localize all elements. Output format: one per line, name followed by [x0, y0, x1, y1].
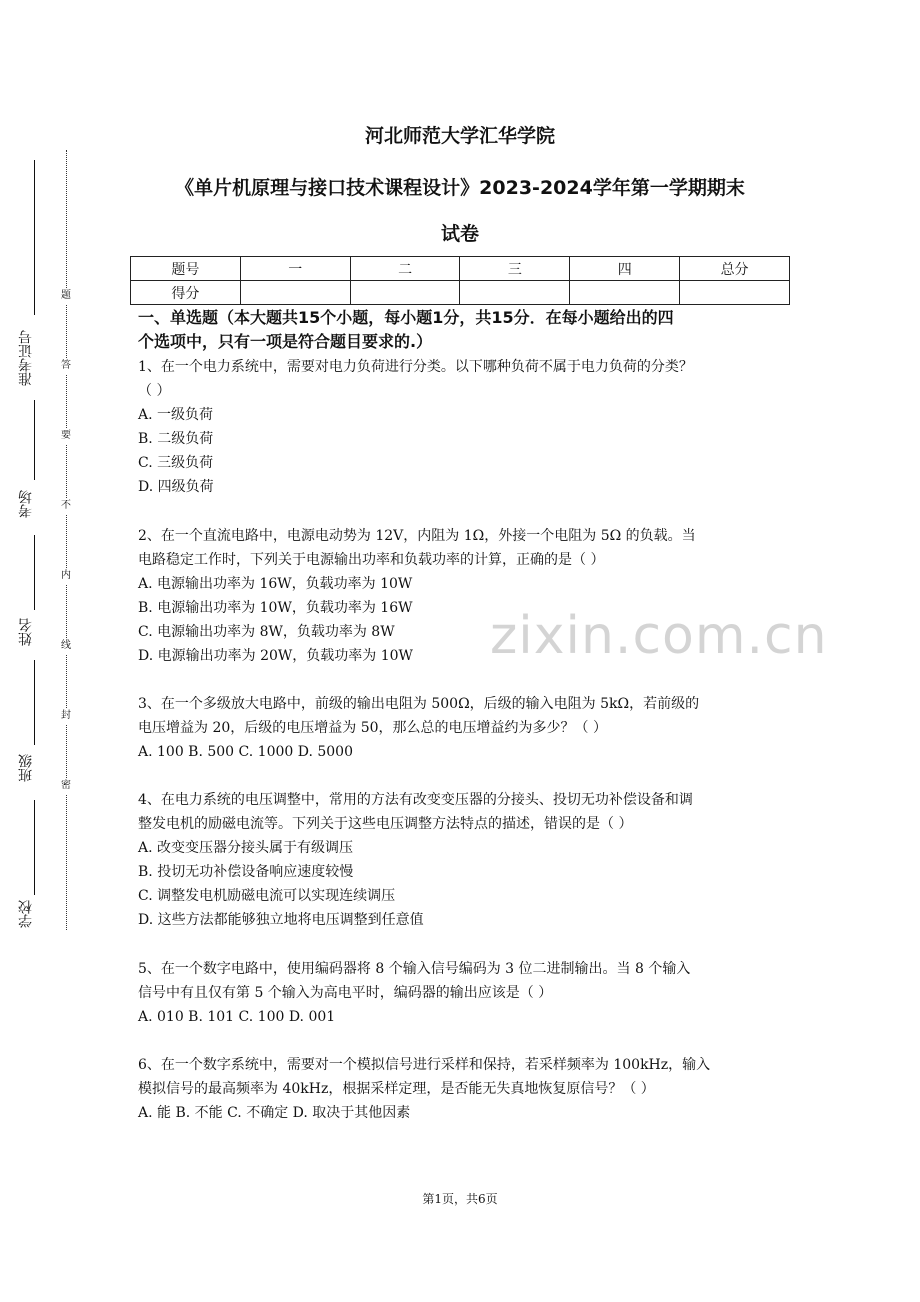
- section-heading: [138, 306, 790, 354]
- option-d: D. 这些方法都能够独立地将电压调整到任意值: [138, 912, 424, 928]
- option-c: C. 调整发电机励磁电流可以实现连续调压: [138, 888, 396, 904]
- question-text: 电压增益为 20，后级的电压增益为 50，那么总的电压增益约为多少？（ ）: [138, 720, 607, 736]
- school-title: 河北师范大学汇华学院: [364, 125, 555, 147]
- options: A. 能 B. 不能 C. 不确定 D. 取决于其他因素: [138, 1105, 411, 1121]
- margin-field-exam-id: 准考证号: [18, 330, 34, 386]
- margin-field-exam-room: 考场: [18, 490, 34, 518]
- option-d: D. 电源输出功率为 20W，负载功率为 10W: [138, 648, 413, 664]
- score-cell: 三: [460, 257, 570, 281]
- score-cell: 题号: [131, 257, 241, 281]
- margin-line: [34, 535, 35, 610]
- margin-field-name: 姓名: [18, 618, 34, 646]
- option-a: A. 一级负荷: [138, 407, 214, 423]
- score-cell: 得分: [131, 281, 241, 305]
- exam-title-continued: 试卷: [440, 223, 479, 245]
- seal-char: 密: [58, 778, 74, 794]
- score-input-cell[interactable]: [350, 281, 460, 305]
- score-table: [130, 256, 790, 305]
- seal-dotted-line: [66, 150, 68, 930]
- option-c: C. 三级负荷: [138, 455, 214, 471]
- section-heading-line: 个选项中，只有一项是符合题目要求的.）: [138, 332, 433, 351]
- option-c: C. 电源输出功率为 8W，负载功率为 8W: [138, 624, 395, 640]
- margin-line: [34, 400, 35, 480]
- option-a: A. 改变变压器分接头属于有级调压: [138, 840, 354, 856]
- seal-char: 不: [58, 498, 74, 514]
- seal-char: 封: [58, 708, 74, 724]
- score-cell: 一: [240, 257, 350, 281]
- question-4: [138, 788, 790, 932]
- question-text: 2、在一个直流电路中，电源电动势为 12V，内阻为 1Ω，外接一个电阻为 5Ω 的负载。当: [138, 528, 696, 544]
- margin-field-class: 班级: [18, 754, 34, 782]
- score-cell: 总分: [680, 257, 790, 281]
- page-footer: 第1页，共6页: [422, 1192, 498, 1206]
- question-text: 整发电机的励磁电流等。下列关于这些电压调整方法特点的描述，错误的是（ ）: [138, 816, 633, 832]
- margin-field-school: 学校: [18, 900, 34, 928]
- seal-char: 线: [58, 638, 74, 654]
- score-input-cell[interactable]: [570, 281, 680, 305]
- options: A. 100 B. 500 C. 1000 D. 5000: [138, 744, 353, 760]
- score-input-cell[interactable]: [460, 281, 570, 305]
- question-text: 1、在一个电力系统中，需要对电力负荷进行分类。以下哪种负荷不属于电力负荷的分类？: [138, 359, 693, 375]
- score-input-cell[interactable]: [680, 281, 790, 305]
- binding-margin: [0, 150, 80, 940]
- seal-char: 答: [58, 358, 74, 374]
- option-a: A. 电源输出功率为 16W，负载功率为 10W: [138, 576, 413, 592]
- margin-line: [34, 800, 35, 895]
- score-cell: 四: [570, 257, 680, 281]
- option-b: B. 投切无功补偿设备响应速度较慢: [138, 864, 354, 880]
- question-text: 6、在一个数字系统中，需要对一个模拟信号进行采样和保持，若采样频率为 100kHz，输入: [138, 1057, 711, 1073]
- score-input-cell[interactable]: [240, 281, 350, 305]
- question-text: 4、在电力系统的电压调整中，常用的方法有改变变压器的分接头、投切无功补偿设备和调: [138, 792, 693, 808]
- option-d: D. 四级负荷: [138, 479, 214, 495]
- margin-line: [34, 660, 35, 745]
- option-b: B. 二级负荷: [138, 431, 214, 447]
- question-6: [138, 1053, 790, 1125]
- exam-title: 《单片机原理与接口技术课程设计》2023-2024学年第一学期期末: [175, 177, 745, 199]
- score-cell: 二: [350, 257, 460, 281]
- question-text: 模拟信号的最高频率为 40kHz，根据采样定理，是否能无失真地恢复原信号？（ ）: [138, 1081, 655, 1097]
- score-table-score-row: [131, 281, 790, 305]
- options: A. 010 B. 101 C. 100 D. 001: [138, 1009, 336, 1025]
- question-text: 5、在一个数字电路中，使用编码器将 8 个输入信号编码为 3 位二进制输出。当 8 个输入: [138, 961, 691, 977]
- section-heading-line: 一、单选题（本大题共15个小题，每小题1分，共15分．在每小题给出的四: [138, 308, 674, 327]
- option-b: B. 电源输出功率为 10W，负载功率为 16W: [138, 600, 413, 616]
- question-5: [138, 957, 790, 1029]
- seal-char: 题: [58, 288, 74, 304]
- seal-char: 要: [58, 428, 74, 444]
- watermark: zixin.com.cn: [490, 606, 828, 666]
- seal-char: 内: [58, 568, 74, 584]
- question-3: [138, 692, 790, 764]
- question-text: 信号中有且仅有第 5 个输入为高电平时，编码器的输出应该是（ ）: [138, 985, 553, 1001]
- question-text: （ ）: [138, 383, 171, 399]
- score-table-header-row: [131, 257, 790, 281]
- question-1: [138, 355, 790, 499]
- question-text: 电路稳定工作时，下列关于电源输出功率和负载功率的计算，正确的是（ ）: [138, 552, 605, 568]
- question-text: 3、在一个多级放大电路中，前级的输出电阻为 500Ω，后级的输入电阻为 5kΩ，若前级的: [138, 696, 700, 712]
